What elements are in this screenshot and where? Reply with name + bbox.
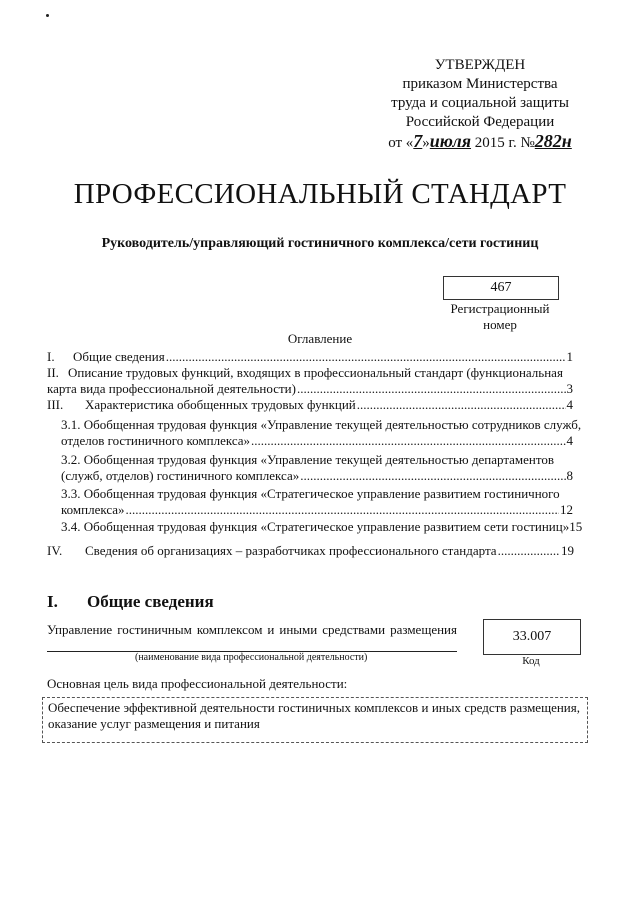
approval-line-3: труда и социальной защиты [391, 95, 569, 111]
toc-leader-dots [126, 502, 559, 518]
toc-item-num: I. [47, 349, 55, 364]
registration-label [440, 301, 560, 333]
approval-date-line [380, 132, 580, 153]
goal-text: Обеспечение эффективной деятельности гостиничных комплексов и иных средств размещения, оказание услуг размещения и питания [48, 700, 580, 731]
toc-item-text: 3.4. Обобщенная трудовая функция «Стратегическое управление развитием сети гостиниц» [61, 519, 570, 534]
scan-dot [46, 14, 49, 17]
date-prefix: от « [388, 135, 414, 151]
section-number: I. [47, 592, 58, 611]
toc-item-page: 4 [566, 433, 573, 448]
toc-item-text-line-1: Описание трудовых функций, входящих в профессиональный стандарт (функциональная [68, 365, 563, 380]
toc-item-text-line-2: отделов гостиничного комплекса» [61, 433, 251, 448]
registration-number-box: 467 [443, 276, 559, 300]
toc-leader-dots [498, 543, 560, 559]
approval-line-1: УТВЕРЖДЕН [434, 57, 526, 73]
toc-item-3[interactable] [47, 397, 573, 413]
goal-label: Основная цель вида профессиональной деятельности: [47, 676, 348, 691]
activity-caption: (наименование вида профессиональной деятельности) [135, 652, 368, 663]
toc-leader-dots [357, 397, 566, 413]
toc-item-page: 19 [561, 543, 574, 558]
toc-item-num: II. [47, 365, 59, 380]
toc-item-text-line-1: 3.2. Обобщенная трудовая функция «Управление текущей деятельностью департаментов [61, 452, 555, 467]
activity-name: Управление гостиничным комплексом и иными средствами размещения [47, 622, 457, 637]
toc-item-3-2[interactable] [61, 452, 573, 484]
toc-item-text: Общие сведения [73, 349, 165, 364]
handwritten-month: июля [429, 131, 472, 151]
toc-item-3-3[interactable] [61, 486, 573, 518]
section-heading [47, 592, 214, 612]
toc-leader-dots [300, 468, 565, 484]
handwritten-number: 282н [534, 131, 572, 151]
activity-code-label: Код [522, 655, 540, 667]
toc-item-num: IV. [47, 543, 63, 558]
toc-item-page: 3 [566, 381, 573, 396]
toc-item-page: 8 [566, 468, 573, 483]
toc-item-page: 1 [566, 349, 573, 364]
toc-leader-dots [166, 349, 566, 365]
toc-item-text: Характеристика обобщенных трудовых функций [85, 397, 356, 412]
approval-line-4: Российской Федерации [405, 114, 555, 130]
section-title: Общие сведения [87, 592, 214, 611]
toc-heading: Оглавление [287, 331, 353, 346]
toc-item-text-line-2: комплекса» [61, 502, 125, 517]
toc-item-page: 15 [569, 519, 583, 534]
toc-leader-dots [297, 381, 566, 397]
toc-item-text-line-1: 3.3. Обобщенная трудовая функция «Стратегическое управление развитием гостиничного [61, 486, 560, 501]
toc-leader-dots [251, 433, 565, 449]
handwritten-day: 7 [413, 131, 423, 151]
toc-item-text-line-2: (служб, отделов) гостиничного комплекса» [61, 468, 300, 483]
registration-label-line-1: Регистрационный [450, 301, 550, 316]
toc-item-3-4[interactable] [61, 519, 585, 535]
toc-item-2[interactable] [47, 365, 573, 397]
page-subtitle: Руководитель/управляющий гостиничного комплекса/сети гостиниц [101, 236, 539, 251]
toc-item-text: Сведения об организациях – разработчиках профессионального стандарта [85, 543, 497, 558]
approval-line-2: приказом Министерства [402, 76, 558, 92]
toc-item-num: III. [47, 397, 64, 412]
toc-item-text-line-1: 3.1. Обобщенная трудовая функция «Управление текущей деятельностью сотрудников служб, [61, 417, 582, 432]
date-mid: » [422, 135, 430, 151]
date-year: 2015 г. № [474, 135, 535, 151]
toc-item-page: 4 [566, 397, 573, 412]
activity-code-box: 33.007 [483, 619, 581, 655]
toc-item-3-1[interactable] [61, 417, 582, 449]
toc-item-4[interactable] [47, 543, 574, 559]
toc-item-1[interactable] [47, 349, 573, 365]
approval-block [380, 56, 580, 153]
registration-label-line-2: номер [483, 317, 517, 332]
toc-item-text-line-2: карта вида профессиональной деятельности) [47, 381, 296, 396]
toc-item-page: 12 [560, 502, 573, 517]
page-title: ПРОФЕССИОНАЛЬНЫЙ СТАНДАРТ [73, 178, 567, 210]
